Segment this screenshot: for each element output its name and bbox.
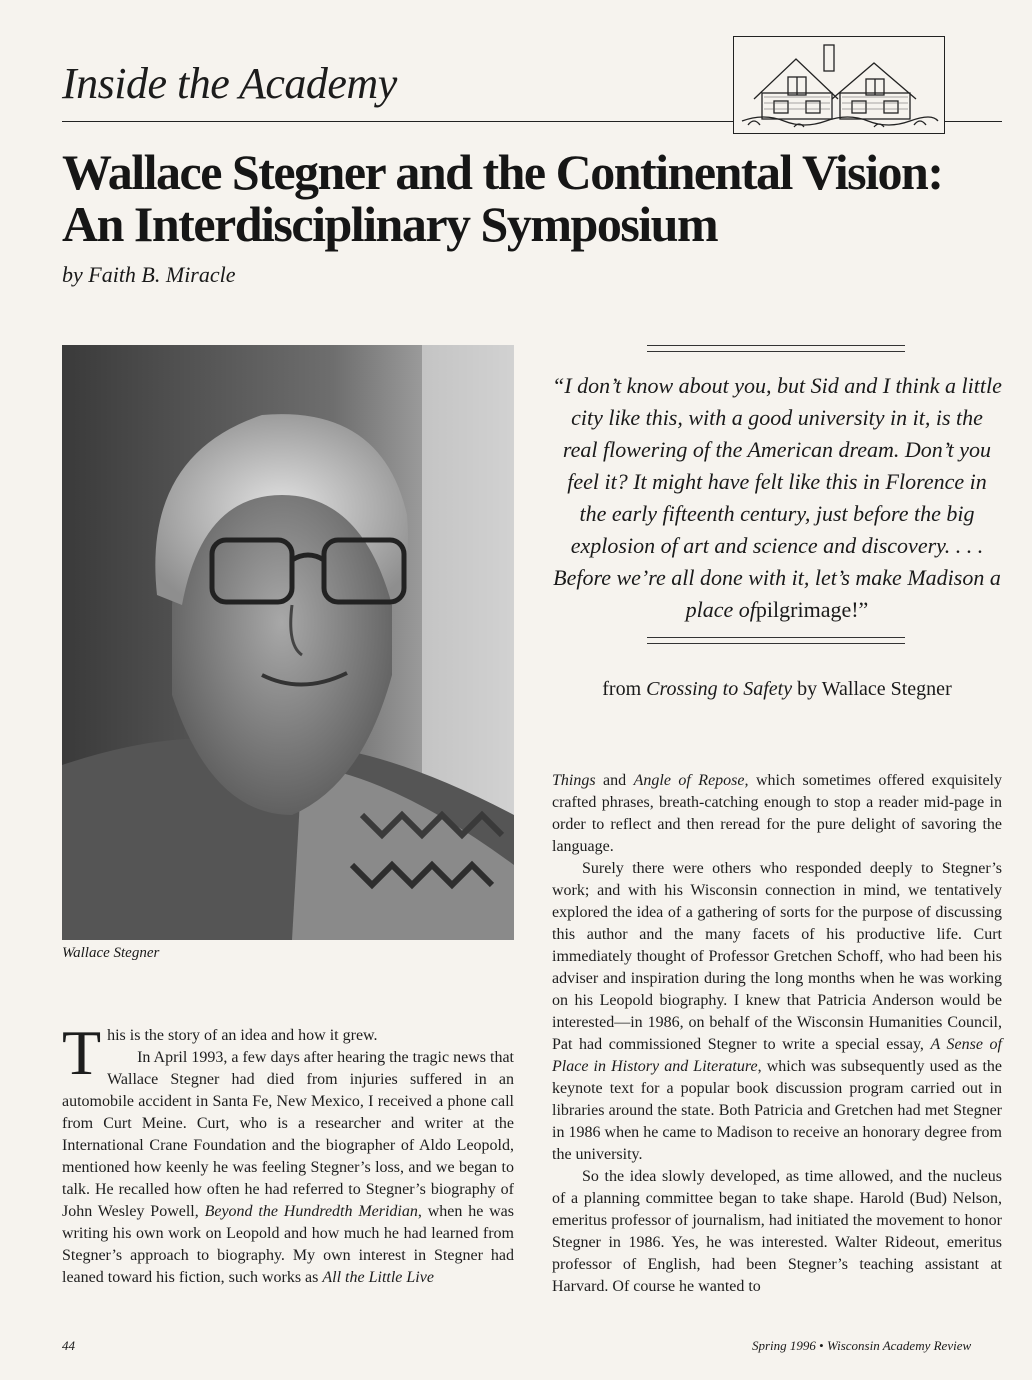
paragraph-4: Surely there were others who responded deeply to Stegner’s work; and with his Wisconsin connection in mind, we tentatively explored the idea of a gathering of sorts for the purpose of discussing this author and the many facets of his productive life. Curt immediately thought of Professor Gretchen Schoff, who had been his adviser and inspiration during the long months when he was working on his Leopold biography. I knew that Patricia Anderson would be interested—in 1986, on behalf of the Wisconsin Humanities Council, Pat had commissioned Stegner to write a special essay, A Sense of Place in History and Literature, which was subsequently used as the keynote text for a popular book discussion program carried out in libraries around the state. Both Patricia and Gretchen had met Stegner in 1986 when he came to Madison to receive an honorary degree from the university. bbox=[552, 860, 1003, 1163]
left-column bbox=[62, 1017, 515, 1289]
drop-cap: T bbox=[62, 1017, 102, 1088]
photo-caption: Wallace Stegner bbox=[62, 945, 160, 961]
paragraph-3: Things and Angle of Repose, which sometimes offered exquisitely crafted phrases, breath-catching enough to stop a reader mid-page in order to reflect and then reread for the pure delight of savoring the language. bbox=[552, 772, 1002, 855]
right-column bbox=[552, 770, 1002, 1298]
headline-line-2: An Interdisciplinary Symposium bbox=[62, 196, 718, 252]
quote-rule-bottom bbox=[647, 637, 905, 644]
paragraph-1: This is the story of an idea and how it grew. bbox=[62, 1017, 378, 1088]
byline: by Faith B. Miracle bbox=[62, 262, 236, 287]
portrait-image bbox=[62, 345, 514, 940]
pull-quote: “I don’t know about you, but Sid and I think a little city like this, with a good university in it, is the real flowering of the American dream. Don’t you feel it? It might have felt like this in Florence in the early fifteenth century, just before the big explosion of art and science and discovery. . . . Before we’re all done with it, let’s make Madison a place ofpilgrimage!” bbox=[552, 373, 1002, 622]
quote-source: from Crossing to Safety by Wallace Stegner bbox=[602, 678, 952, 700]
wallace-stegner-photo bbox=[62, 345, 514, 940]
paragraph-5: So the idea slowly developed, as time allowed, and the nucleus of a planning committee began to take shape. Harold (Bud) Nelson, emeritus professor of journalism, had initiated the movement to honor Stegner in 1986. Yes, he was interested. Walter Rideout, emeritus professor of English, had been Stegner’s teaching assistant at Harvard. Of course he wanted to bbox=[552, 1168, 1002, 1295]
footer-issue: Spring 1996 • Wisconsin Academy Review bbox=[752, 1338, 972, 1353]
academy-building-logo bbox=[733, 36, 945, 134]
article-headline bbox=[62, 146, 962, 250]
page-number: 44 bbox=[62, 1338, 75, 1353]
paragraph-2: In April 1993, a few days after hearing the tragic news that Wallace Stegner had died from injuries suffered in an automobile accident in Santa Fe, New Mexico, I received a phone call from Curt Meine. Curt, who is a researcher and writer at the International Crane Foundation and the biographer of Aldo Leopold, mentioned how keenly he was feeling Stegner’s loss, and we began to talk. He recalled how often he had referred to Stegner’s biography of John Wesley Powell, Beyond the Hundredth Meridian, when he was writing his own work on Leopold and how much he had learned from Stegner’s approach to biography. My own interest in Stegner had leaned toward his fiction, such works as All the Little Live bbox=[62, 1049, 515, 1286]
house-illustration-icon bbox=[734, 37, 944, 133]
section-title: Inside the Academy bbox=[62, 59, 397, 108]
headline-line-1: Wallace Stegner and the Continental Vision: bbox=[62, 144, 943, 200]
quote-rule-top bbox=[647, 345, 905, 352]
